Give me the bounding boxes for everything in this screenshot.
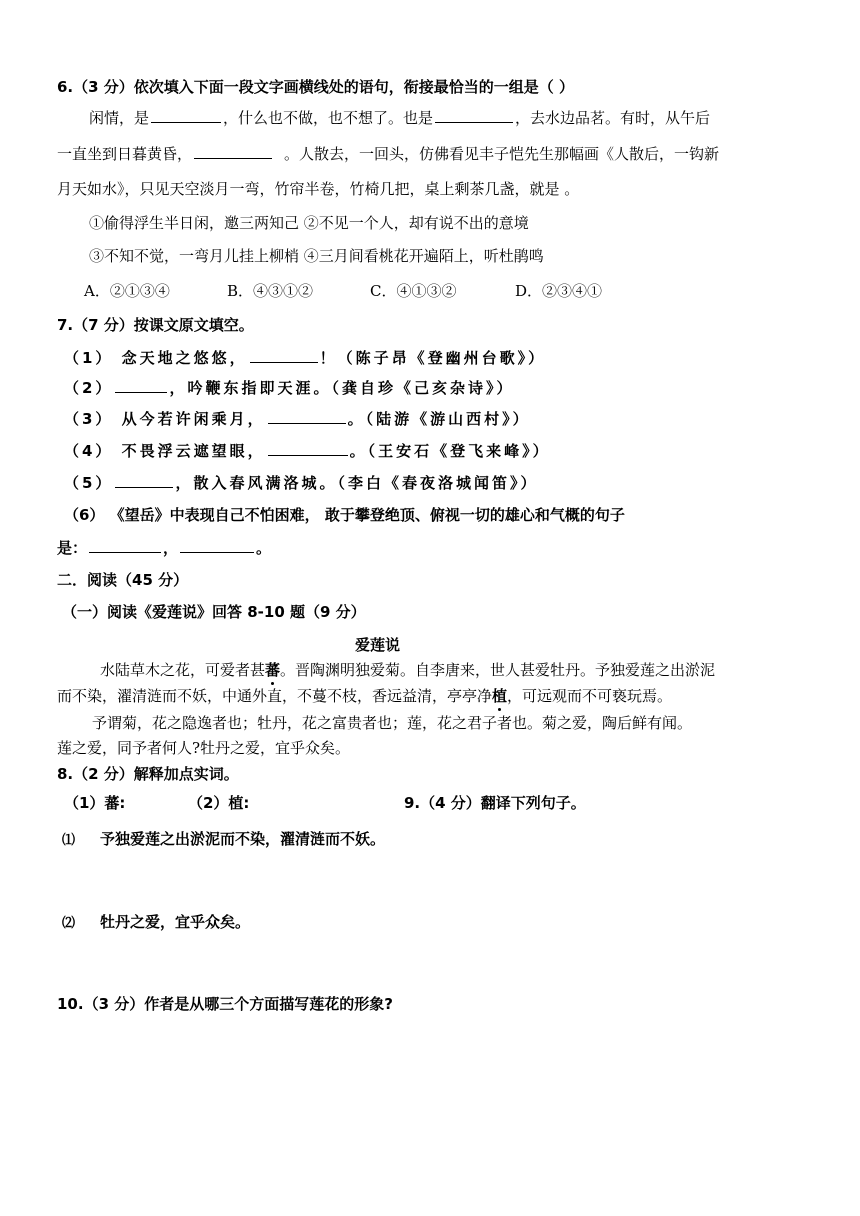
answer-blank[interactable]	[151, 107, 221, 123]
essay-paragraph-2: 予谓菊，花之隐逸者也；牡丹，花之富贵者也；莲，花之君子者也。菊之爱，陶后鲜有闻。	[92, 714, 693, 732]
answer-blank[interactable]	[115, 377, 167, 393]
q6-line-2: 一直坐到日暮黄昏， 。人散去，一回头，仿佛看见丰子恺先生那幅画《人散后，一钩新	[57, 145, 720, 163]
section-heading: 二．阅读（45 分）	[57, 571, 189, 589]
essay-paragraph-1-cont: 而不染，濯清涟而不妖，中通外直，不蔓不枝，香远益清，亭亭净植，可远观而不可亵玩焉。	[57, 687, 673, 705]
q9-title: 9.（4 分）翻译下列句子。	[404, 794, 586, 812]
q6-sentences-1: ①偷得浮生半日闲，邀三两知己 ②不见一个人，却有说不出的意境	[89, 214, 529, 232]
q7-title: 7.（7 分）按课文原文填空。	[57, 316, 254, 334]
q10-title: 10.（3 分）作者是从哪三个方面描写莲花的形象?	[57, 995, 393, 1013]
answer-blank[interactable]	[250, 347, 318, 363]
dotted-word-fan: 蕃	[265, 661, 281, 679]
option-d[interactable]: D．②③④①	[515, 282, 603, 300]
q8-item-1: （1）蕃:	[64, 794, 126, 812]
option-a[interactable]: A．②①③④	[84, 282, 170, 300]
answer-blank[interactable]	[89, 537, 161, 553]
answer-blank[interactable]	[268, 408, 346, 424]
q6-line-1: 闲情，是 ，什么也不做，也不想了。也是 ，去水边品茗。有时，从午后	[89, 109, 711, 127]
q8-item-2: （2）植:	[188, 794, 250, 812]
answer-blank[interactable]	[180, 537, 254, 553]
q7-item-1: （1） 念天地之悠悠， ！（陈子昂《登幽州台歌》）	[64, 349, 547, 367]
essay-paragraph-1: 水陆草木之花，可爱者甚蕃。晋陶渊明独爱菊。自李唐来，世人甚爱牡丹。予独爱莲之出淤泥	[100, 661, 716, 679]
answer-blank[interactable]	[194, 143, 272, 159]
option-b[interactable]: B．④③①②	[227, 282, 314, 300]
q7-item-3: （3） 从今若许闲乘月， 。（陆游《游山西村》）	[64, 410, 531, 428]
q7-item-2: （2） ，吟鞭东指即天涯。（龚自珍《己亥杂诗》）	[64, 379, 515, 397]
q6-sentences-2: ③不知不觉，一弯月儿挂上柳梢 ④三月间看桃花开遍陌上，听杜鹃鸣	[89, 247, 544, 265]
answer-blank[interactable]	[115, 472, 173, 488]
q8-title: 8.（2 分）解释加点实词。	[57, 765, 239, 783]
answer-blank[interactable]	[435, 107, 513, 123]
q7-item-6-answer: 是： ， 。	[57, 539, 272, 557]
option-c[interactable]: C．④①③②	[370, 282, 457, 300]
answer-blank[interactable]	[268, 440, 348, 456]
q6-line-3: 月天如水》，只见天空淡月一弯，竹帘半卷，竹椅几把，桌上剩茶几盏，就是 。	[57, 180, 580, 198]
q9-item-1: ⑴ 予独爱莲之出淤泥而不染，濯清涟而不妖。	[62, 830, 386, 848]
q9-item-2: ⑵ 牡丹之爱，宜乎众矣。	[62, 913, 251, 931]
q7-item-4: （4） 不畏浮云遮望眼， 。（王安石《登飞来峰》）	[64, 442, 551, 460]
dotted-word-zhi: 植	[492, 687, 508, 705]
reading-subheading: （一）阅读《爱莲说》回答 8-10 题（9 分）	[62, 603, 366, 621]
q7-item-5: （5） ，散入春风满洛城。（李白《春夜洛城闻笛》）	[64, 474, 539, 492]
q6-title: 6.（3 分）依次填入下面一段文字画横线处的语句，衔接最恰当的一组是（ ）	[57, 78, 575, 96]
essay-title: 爱莲说	[355, 636, 401, 654]
q7-item-6: （6） 《望岳》中表现自己不怕困难， 敢于攀登绝顶、俯视一切的雄心和气概的句子	[64, 506, 625, 524]
essay-paragraph-2-cont: 莲之爱，同予者何人?牡丹之爱，宜乎众矣。	[57, 739, 351, 757]
q6-options	[84, 280, 602, 302]
